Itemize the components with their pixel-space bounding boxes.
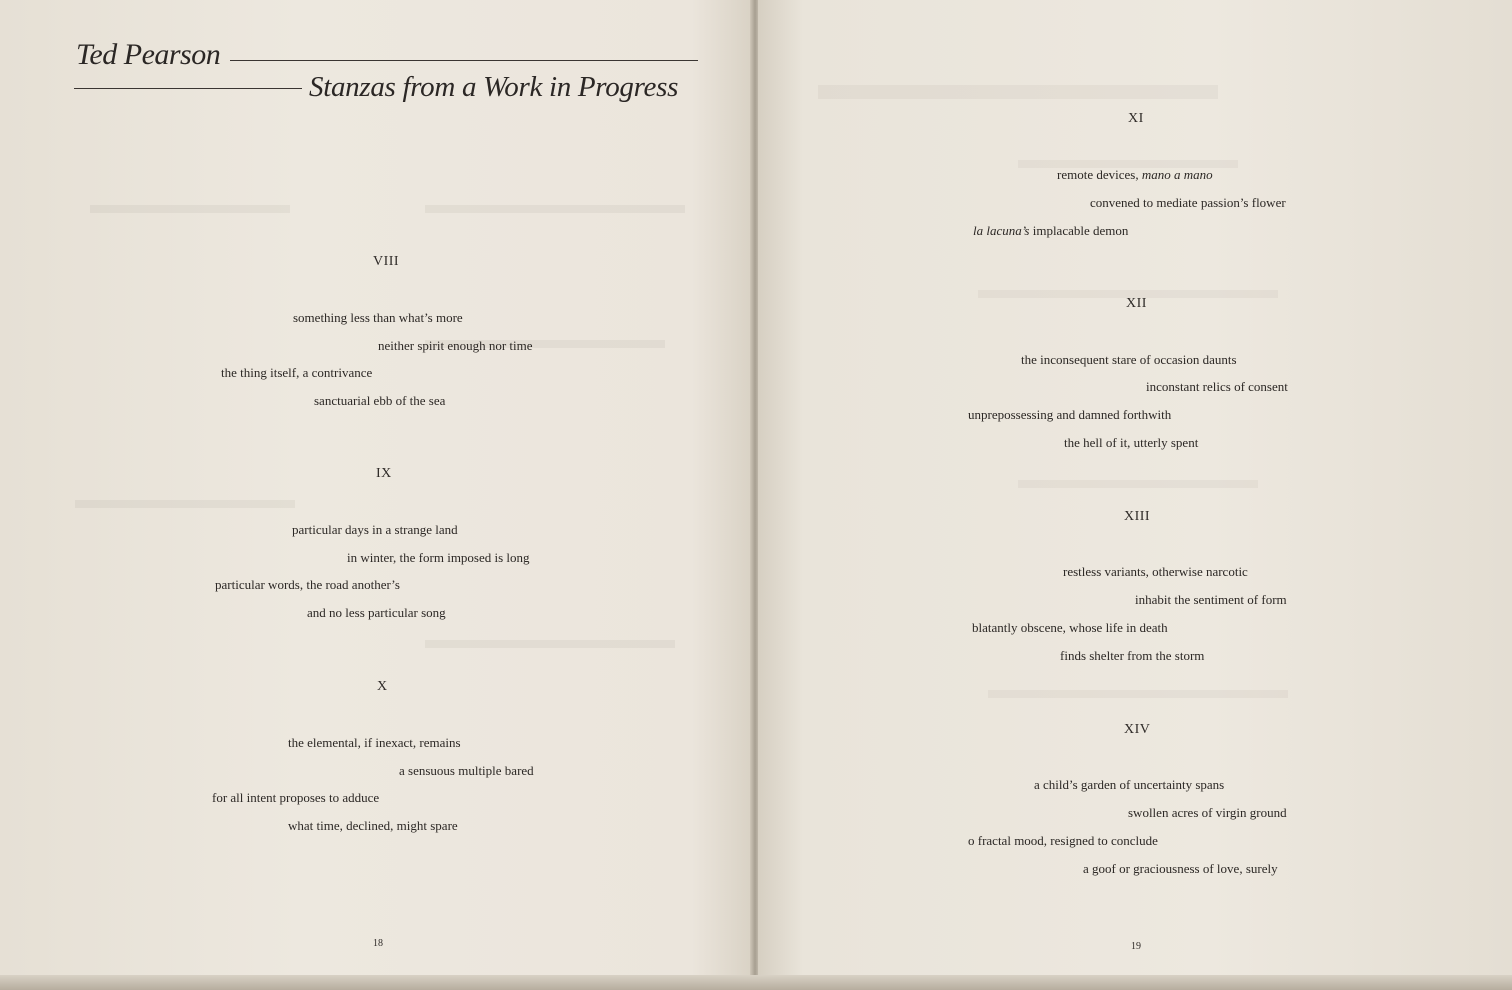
stanza-line: unprepossessing and damned forthwith (968, 407, 1172, 422)
header-rule-bottom (74, 88, 302, 89)
header-rule-top (230, 60, 698, 61)
stanza-numeral-x: X (377, 679, 388, 694)
stanza-line: neither spirit enough nor time (378, 338, 533, 353)
stanza-line: in winter, the form imposed is long (347, 550, 530, 565)
author-name: Ted Pearson (76, 38, 221, 71)
stanza-line: and no less particular song (307, 605, 446, 620)
page-number: 19 (1131, 941, 1141, 952)
stanza-line: blatantly obscene, whose life in death (972, 620, 1168, 635)
stanza-line: sanctuarial ebb of the sea (314, 393, 446, 408)
stanza-line: particular days in a strange land (292, 522, 458, 537)
stanza-line: the elemental, if inexact, remains (288, 735, 461, 750)
stanza-line: the thing itself, a contrivance (221, 365, 373, 380)
stanza-numeral-xii: XII (1126, 296, 1147, 311)
stanza-line: inconstant relics of consent (1146, 379, 1288, 394)
poem-title: Stanzas from a Work in Progress (309, 71, 679, 103)
line-text: remote devices, (1057, 167, 1142, 182)
stanza-line (973, 223, 1128, 239)
stanza-line: for all intent proposes to adduce (212, 790, 380, 805)
stanza-line: something less than what’s more (293, 310, 463, 325)
stanza-line: a sensuous multiple bared (399, 763, 534, 778)
stanza-line: restless variants, otherwise narcotic (1063, 564, 1248, 579)
stanza-numeral-xi: XI (1128, 111, 1144, 126)
line-italic: la lacuna’s (973, 223, 1030, 238)
stanza-line: swollen acres of virgin ground (1128, 805, 1287, 820)
stanza-line: a child’s garden of uncertainty spans (1034, 777, 1225, 792)
stanza-numeral-xiii: XIII (1124, 509, 1151, 524)
right-page (758, 0, 1512, 990)
page-bottom-edge (0, 975, 1512, 990)
stanza-line: finds shelter from the storm (1060, 648, 1205, 663)
stanza-numeral-ix: IX (376, 466, 392, 481)
stanza-line: the hell of it, utterly spent (1064, 435, 1199, 450)
stanza-line (1057, 167, 1213, 183)
stanza-line: inhabit the sentiment of form (1135, 592, 1287, 607)
stanza-line: what time, declined, might spare (288, 818, 458, 833)
stanza-line: the inconsequent stare of occasion daunts (1021, 352, 1237, 367)
line-text: implacable demon (1029, 223, 1129, 238)
stanza-numeral-xiv: XIV (1124, 722, 1151, 737)
stanza-line: o fractal mood, resigned to conclude (968, 833, 1158, 848)
stanza-line: convened to mediate passion’s flower (1090, 195, 1286, 210)
left-page (0, 0, 752, 990)
page-number: 18 (373, 938, 383, 949)
stanza-line: a goof or graciousness of love, surely (1083, 861, 1278, 876)
stanza-line: particular words, the road another’s (215, 577, 400, 592)
stanza-numeral-viii: VIII (373, 254, 400, 269)
line-italic: mano a mano (1141, 167, 1213, 182)
